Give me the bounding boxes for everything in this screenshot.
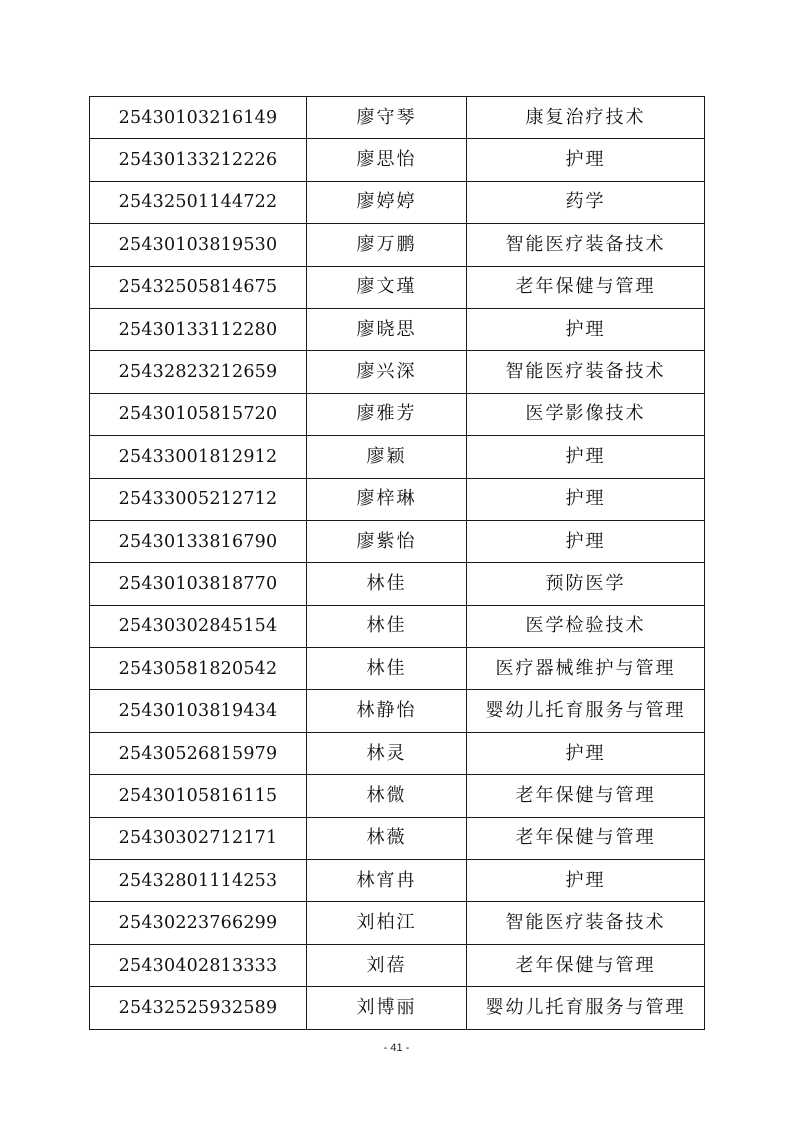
student-name-cell: 廖万鹏 — [307, 224, 467, 266]
table-row — [90, 478, 705, 520]
major-cell: 药学 — [467, 181, 705, 223]
major-cell: 老年保健与管理 — [467, 817, 705, 859]
student-name-cell: 廖晓思 — [307, 308, 467, 350]
student-name-cell: 刘博丽 — [307, 987, 467, 1029]
candidate-id-cell: 25430526815979 — [90, 732, 307, 774]
table-row — [90, 944, 705, 986]
table-row — [90, 817, 705, 859]
student-name-cell: 林灵 — [307, 732, 467, 774]
major-cell: 护理 — [467, 520, 705, 562]
candidate-id-cell: 25430133112280 — [90, 308, 307, 350]
candidate-id-cell: 25432823212659 — [90, 351, 307, 393]
major-cell: 智能医疗装备技术 — [467, 351, 705, 393]
table-row — [90, 351, 705, 393]
major-cell: 护理 — [467, 139, 705, 181]
candidate-id-cell: 25430302845154 — [90, 605, 307, 647]
table-row — [90, 520, 705, 562]
major-cell: 婴幼儿托育服务与管理 — [467, 690, 705, 732]
candidate-id-cell: 25430103819434 — [90, 690, 307, 732]
major-cell: 护理 — [467, 732, 705, 774]
student-name-cell: 林静怡 — [307, 690, 467, 732]
table-row — [90, 224, 705, 266]
major-cell: 智能医疗装备技术 — [467, 224, 705, 266]
table-row — [90, 393, 705, 435]
table-row — [90, 648, 705, 690]
table-row — [90, 775, 705, 817]
major-cell: 康复治疗技术 — [467, 97, 705, 139]
candidate-id-cell: 25433001812912 — [90, 436, 307, 478]
student-name-cell: 林佳 — [307, 563, 467, 605]
table-row — [90, 690, 705, 732]
student-name-cell: 廖紫怡 — [307, 520, 467, 562]
candidate-id-cell: 25430223766299 — [90, 902, 307, 944]
candidate-id-cell: 25430105816115 — [90, 775, 307, 817]
candidate-id-cell: 25430103216149 — [90, 97, 307, 139]
table-row — [90, 902, 705, 944]
candidate-id-cell: 25430302712171 — [90, 817, 307, 859]
major-cell: 婴幼儿托育服务与管理 — [467, 987, 705, 1029]
student-name-cell: 林薇 — [307, 817, 467, 859]
page-number: - 41 - — [383, 1042, 410, 1054]
candidate-id-cell: 25430103818770 — [90, 563, 307, 605]
student-name-cell: 廖婷婷 — [307, 181, 467, 223]
table-row — [90, 987, 705, 1029]
candidate-id-cell: 25430133212226 — [90, 139, 307, 181]
candidate-id-cell: 25430105815720 — [90, 393, 307, 435]
table-row — [90, 732, 705, 774]
table-row — [90, 860, 705, 902]
candidate-id-cell: 25432505814675 — [90, 266, 307, 308]
candidate-id-cell: 25433005212712 — [90, 478, 307, 520]
major-cell: 医疗器械维护与管理 — [467, 648, 705, 690]
major-cell: 医学检验技术 — [467, 605, 705, 647]
student-name-cell: 林佳 — [307, 605, 467, 647]
roster-table-body — [90, 97, 705, 1030]
table-row — [90, 97, 705, 139]
student-name-cell: 廖雅芳 — [307, 393, 467, 435]
student-name-cell: 廖颖 — [307, 436, 467, 478]
table-row — [90, 308, 705, 350]
major-cell: 护理 — [467, 478, 705, 520]
major-cell: 预防医学 — [467, 563, 705, 605]
candidate-id-cell: 25430581820542 — [90, 648, 307, 690]
major-cell: 老年保健与管理 — [467, 266, 705, 308]
student-name-cell: 廖梓琳 — [307, 478, 467, 520]
major-cell: 护理 — [467, 436, 705, 478]
major-cell: 护理 — [467, 308, 705, 350]
student-name-cell: 廖思怡 — [307, 139, 467, 181]
student-name-cell: 刘柏江 — [307, 902, 467, 944]
student-name-cell: 廖守琴 — [307, 97, 467, 139]
candidate-id-cell: 25432501144722 — [90, 181, 307, 223]
candidate-id-cell: 25432525932589 — [90, 987, 307, 1029]
student-name-cell: 廖兴深 — [307, 351, 467, 393]
candidate-id-cell: 25432801114253 — [90, 860, 307, 902]
candidate-id-cell: 25430402813333 — [90, 944, 307, 986]
table-row — [90, 563, 705, 605]
major-cell: 老年保健与管理 — [467, 775, 705, 817]
major-cell: 医学影像技术 — [467, 393, 705, 435]
candidate-id-cell: 25430103819530 — [90, 224, 307, 266]
major-cell: 智能医疗装备技术 — [467, 902, 705, 944]
roster-table — [89, 96, 705, 1030]
table-row — [90, 266, 705, 308]
table-row — [90, 436, 705, 478]
major-cell: 护理 — [467, 860, 705, 902]
table-row — [90, 139, 705, 181]
student-name-cell: 林佳 — [307, 648, 467, 690]
table-row — [90, 605, 705, 647]
major-cell: 老年保健与管理 — [467, 944, 705, 986]
candidate-id-cell: 25430133816790 — [90, 520, 307, 562]
student-name-cell: 林宵冉 — [307, 860, 467, 902]
student-name-cell: 刘蓓 — [307, 944, 467, 986]
student-name-cell: 林微 — [307, 775, 467, 817]
student-name-cell: 廖文瑾 — [307, 266, 467, 308]
table-row — [90, 181, 705, 223]
